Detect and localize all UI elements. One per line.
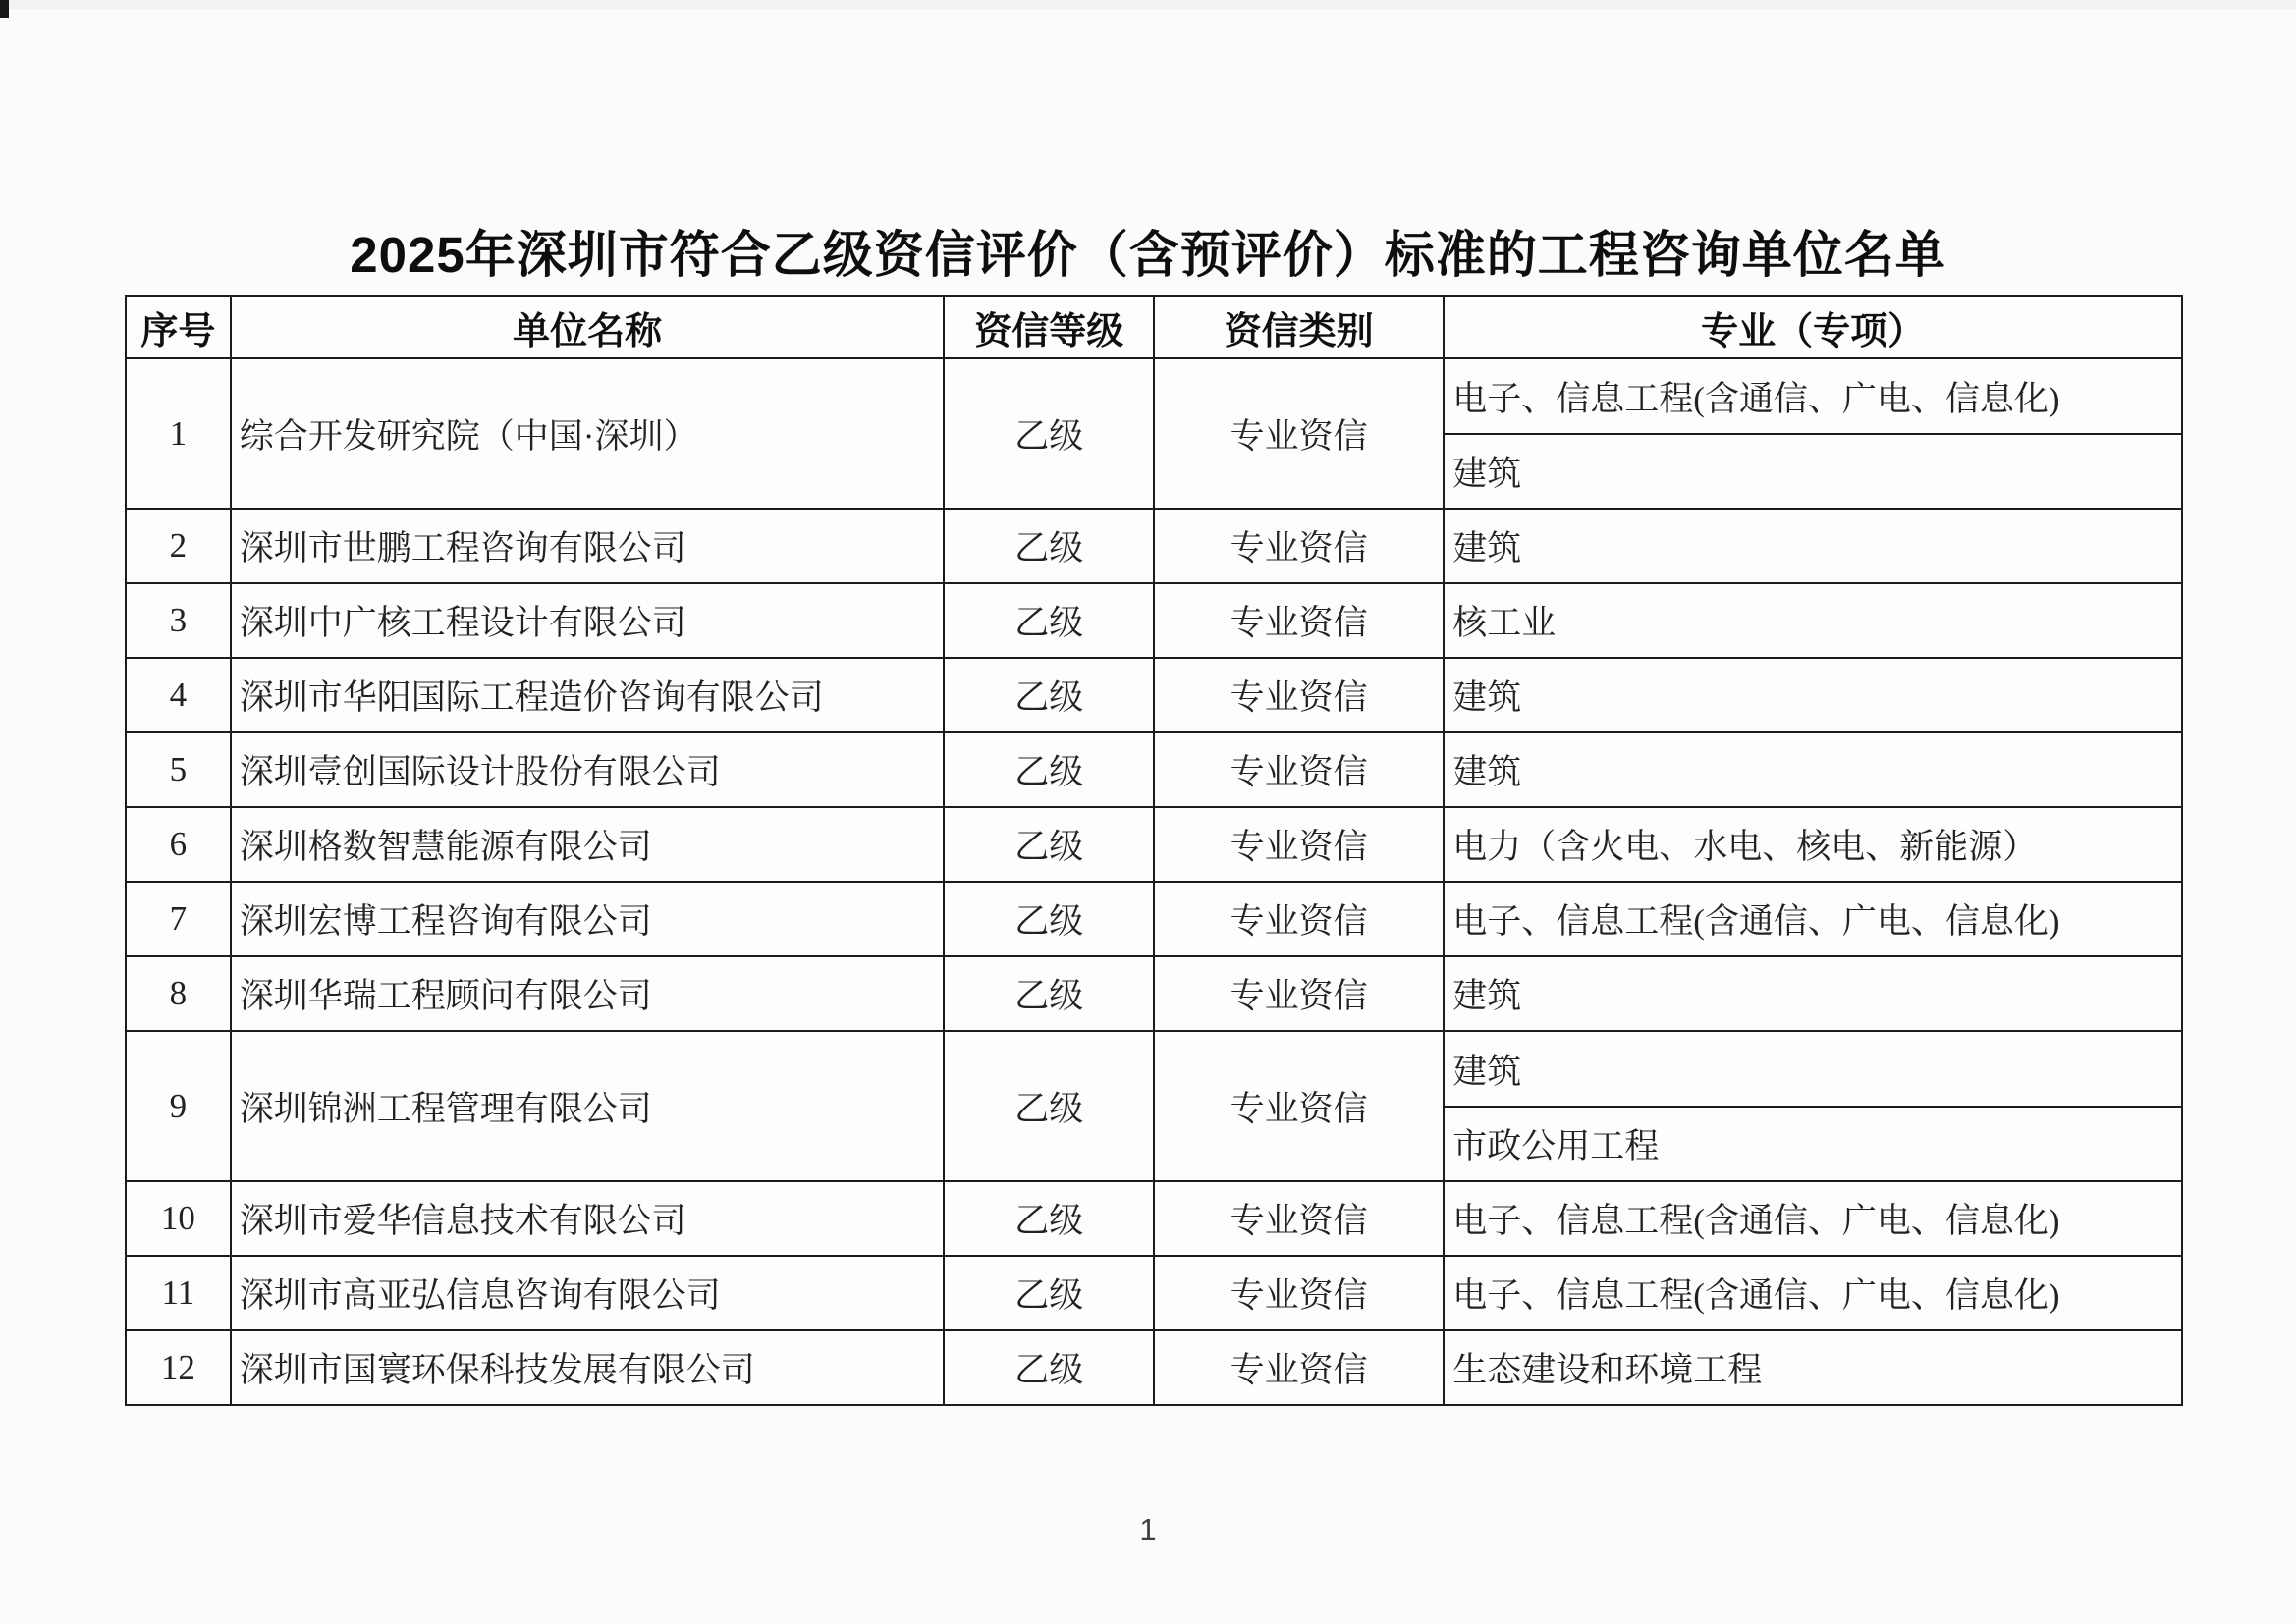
- table-row: [126, 807, 2182, 882]
- cell-credit-grade: 乙级: [944, 358, 1154, 509]
- cell-specialty: 建筑: [1444, 1031, 2182, 1107]
- cell-credit-category: 专业资信: [1154, 1256, 1444, 1330]
- cell-specialty: 建筑: [1444, 658, 2182, 732]
- cell-no: 11: [126, 1256, 231, 1330]
- scan-artifact-corner: [0, 0, 9, 18]
- cell-credit-grade: 乙级: [944, 732, 1154, 807]
- cell-no: 5: [126, 732, 231, 807]
- cell-credit-category: 专业资信: [1154, 1031, 1444, 1181]
- cell-credit-grade: 乙级: [944, 1330, 1154, 1405]
- cell-credit-category: 专业资信: [1154, 956, 1444, 1031]
- cell-credit-category: 专业资信: [1154, 1330, 1444, 1405]
- cell-credit-category: 专业资信: [1154, 658, 1444, 732]
- cell-credit-category: 专业资信: [1154, 583, 1444, 658]
- cell-credit-category: 专业资信: [1154, 1181, 1444, 1256]
- column-header-grade: 资信等级: [944, 296, 1154, 358]
- cell-specialty: 电力（含火电、水电、核电、新能源）: [1444, 807, 2182, 882]
- cell-specialty: 核工业: [1444, 583, 2182, 658]
- table-row: [126, 358, 2182, 434]
- cell-credit-grade: 乙级: [944, 956, 1154, 1031]
- cell-credit-category: 专业资信: [1154, 509, 1444, 583]
- cell-company-name: 深圳锦洲工程管理有限公司: [231, 1031, 945, 1181]
- table-row: [126, 658, 2182, 732]
- cell-specialty: 市政公用工程: [1444, 1107, 2182, 1181]
- cell-company-name: 深圳中广核工程设计有限公司: [231, 583, 945, 658]
- cell-credit-category: 专业资信: [1154, 807, 1444, 882]
- page-title: 2025年深圳市符合乙级资信评价（含预评价）标准的工程咨询单位名单: [350, 227, 1946, 283]
- column-header-specialty: 专业（专项）: [1444, 296, 2182, 358]
- scan-artifact-strip: [0, 0, 2296, 9]
- table-row: [126, 732, 2182, 807]
- cell-specialty: 建筑: [1444, 509, 2182, 583]
- cell-company-name: 深圳壹创国际设计股份有限公司: [231, 732, 945, 807]
- cell-credit-grade: 乙级: [944, 583, 1154, 658]
- table-row: [126, 956, 2182, 1031]
- cell-no: 1: [126, 358, 231, 509]
- table-row: [126, 882, 2182, 956]
- column-header-no: 序号: [126, 296, 231, 358]
- cell-company-name: 深圳市高亚弘信息咨询有限公司: [231, 1256, 945, 1330]
- cell-specialty: 电子、信息工程(含通信、广电、信息化): [1444, 358, 2182, 434]
- table-row: [126, 509, 2182, 583]
- cell-company-name: 深圳格数智慧能源有限公司: [231, 807, 945, 882]
- cell-credit-grade: 乙级: [944, 1181, 1154, 1256]
- cell-specialty: 电子、信息工程(含通信、广电、信息化): [1444, 882, 2182, 956]
- table-row: [126, 583, 2182, 658]
- table-header-row: [126, 296, 2182, 358]
- cell-company-name: 深圳华瑞工程顾问有限公司: [231, 956, 945, 1031]
- cell-no: 2: [126, 509, 231, 583]
- cell-no: 12: [126, 1330, 231, 1405]
- cell-credit-grade: 乙级: [944, 658, 1154, 732]
- table-row: [126, 1256, 2182, 1330]
- cell-credit-grade: 乙级: [944, 1256, 1154, 1330]
- column-header-category: 资信类别: [1154, 296, 1444, 358]
- cell-no: 8: [126, 956, 231, 1031]
- cell-company-name: 深圳市国寰环保科技发展有限公司: [231, 1330, 945, 1405]
- cell-company-name: 深圳市爱华信息技术有限公司: [231, 1181, 945, 1256]
- cell-specialty: 电子、信息工程(含通信、广电、信息化): [1444, 1181, 2182, 1256]
- cell-company-name: 深圳市世鹏工程咨询有限公司: [231, 509, 945, 583]
- cell-specialty: 建筑: [1444, 732, 2182, 807]
- table-row: [126, 1330, 2182, 1405]
- cell-no: 4: [126, 658, 231, 732]
- cell-company-name: 深圳宏博工程咨询有限公司: [231, 882, 945, 956]
- cell-specialty: 电子、信息工程(含通信、广电、信息化): [1444, 1256, 2182, 1330]
- cell-credit-grade: 乙级: [944, 807, 1154, 882]
- table-row: [126, 1031, 2182, 1107]
- cell-company-name: 综合开发研究院（中国·深圳）: [231, 358, 945, 509]
- table-row: [126, 1181, 2182, 1256]
- cell-credit-category: 专业资信: [1154, 358, 1444, 509]
- column-header-name: 单位名称: [231, 296, 945, 358]
- cell-credit-grade: 乙级: [944, 1031, 1154, 1181]
- cell-company-name: 深圳市华阳国际工程造价咨询有限公司: [231, 658, 945, 732]
- cell-no: 7: [126, 882, 231, 956]
- cell-credit-grade: 乙级: [944, 882, 1154, 956]
- consulting-units-table: [125, 295, 2183, 1406]
- cell-credit-grade: 乙级: [944, 509, 1154, 583]
- cell-specialty: 建筑: [1444, 956, 2182, 1031]
- cell-specialty: 生态建设和环境工程: [1444, 1330, 2182, 1405]
- cell-specialty: 建筑: [1444, 434, 2182, 509]
- cell-no: 3: [126, 583, 231, 658]
- cell-no: 6: [126, 807, 231, 882]
- cell-credit-category: 专业资信: [1154, 882, 1444, 956]
- cell-credit-category: 专业资信: [1154, 732, 1444, 807]
- cell-no: 9: [126, 1031, 231, 1181]
- page-number: 1: [1139, 1512, 1157, 1546]
- cell-no: 10: [126, 1181, 231, 1256]
